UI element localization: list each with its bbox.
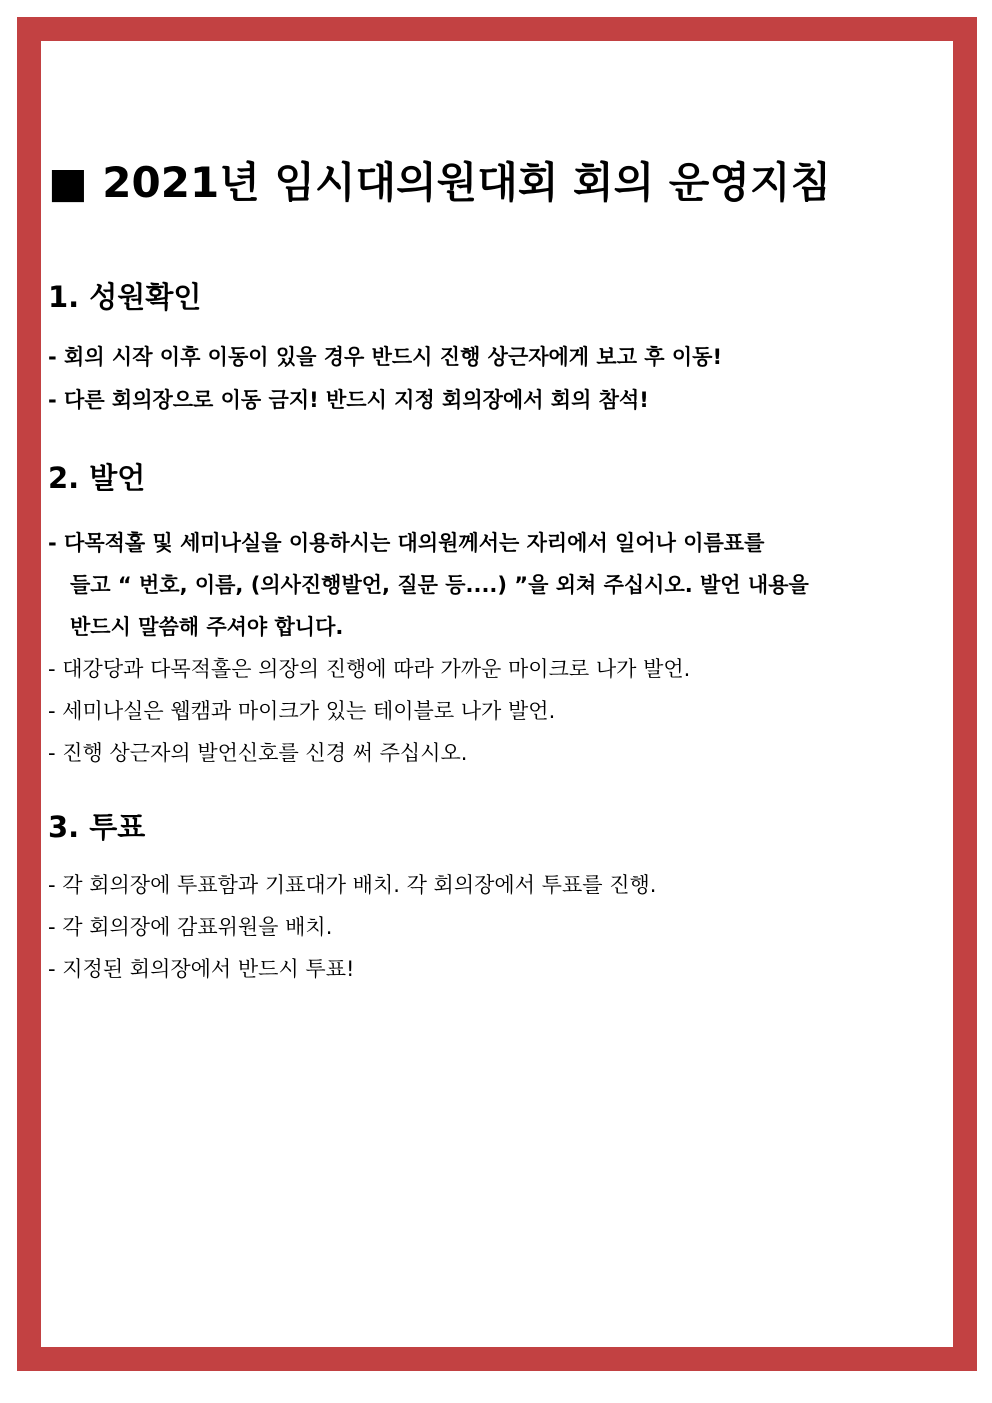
section2-line-6: - 진행 상근자의 발언신호를 신경 써 주십시오. [48,741,468,765]
section3-line-2: - 각 회의장에 감표위원을 배치. [48,915,333,939]
section2-line-1: - 다목적홀 및 세미나실을 이용하시는 대의원께서는 자리에서 일어나 이름표를 [48,531,765,555]
section3-line-3: - 지정된 회의장에서 반드시 투표! [48,957,355,981]
section2-line-3: 반드시 말씀해 주셔야 합니다. [70,615,344,639]
section-heading-attendance: 1. 성원확인 [48,280,202,314]
page-border-frame [17,17,977,1371]
section1-line-2: - 다른 회의장으로 이동 금지! 반드시 지정 회의장에서 회의 참석! [48,388,649,412]
section-heading-speech: 2. 발언 [48,461,146,495]
section3-line-1: - 각 회의장에 투표함과 기표대가 배치. 각 회의장에서 투표를 진행. [48,873,657,897]
section2-line-4: - 대강당과 다목적홀은 의장의 진행에 따라 가까운 마이크로 나가 발언. [48,657,691,681]
section-heading-voting: 3. 투표 [48,810,146,844]
section2-line-5: - 세미나실은 웹캠과 마이크가 있는 테이블로 나가 발언. [48,699,556,723]
section2-line-2: 들고 “ 번호, 이름, (의사진행발언, 질문 등....) ”을 외쳐 주십시오. 발언 내용을 [70,573,809,597]
section1-line-1: - 회의 시작 이후 이동이 있을 경우 반드시 진행 상근자에게 보고 후 이동! [48,345,723,369]
document-title: ■ 2021년 임시대의원대회 회의 운영지침 [48,158,832,207]
